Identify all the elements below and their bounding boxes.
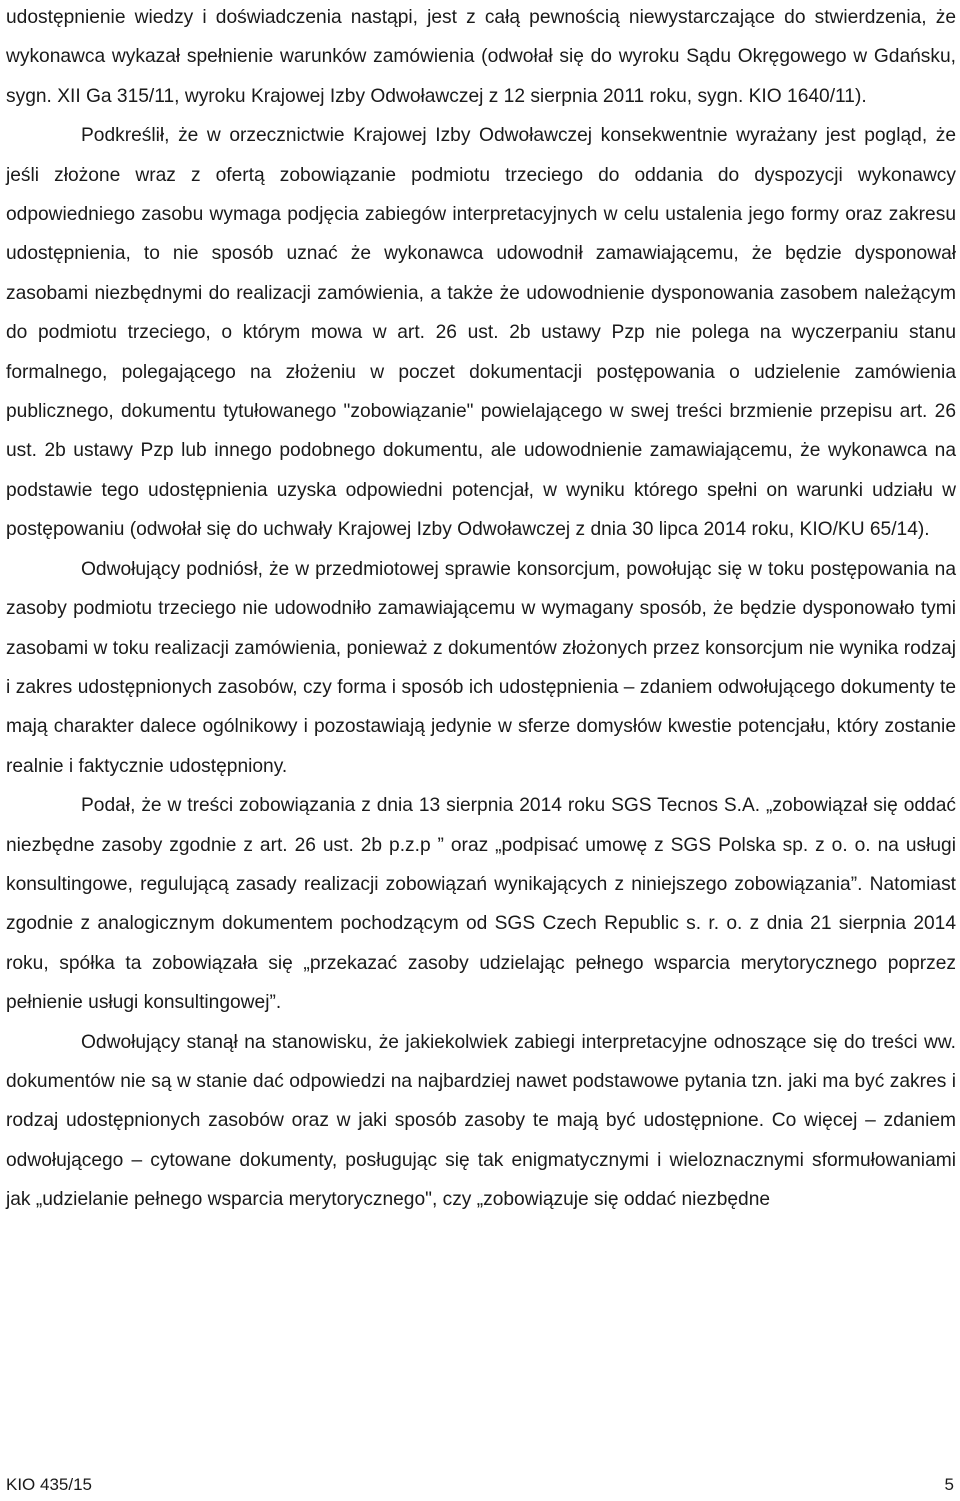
paragraph-position: Odwołujący stanął na stanowisku, że jakiekolwiek zabiegi interpretacyjne odnoszące się do treści ww. dokumentów nie są w stanie dać odpowiedzi na najbardziej nawet podstawowe pytania tzn. jaki ma być zakres i rodzaj udostępnionych zasobów oraz w jaki sposób zasoby te mają być udostępnione. Co więcej – zdaniem odwołującego – cytowane dokumenty, posługując się tak enigmatycznymi i wieloznacznymi sformułowaniami jak „udzielanie pełnego wsparcia merytorycznego", czy „zobowiązuje się oddać niezbędne <box>6 1031 956 1211</box>
paragraph-consortium: Odwołujący podniósł, że w przedmiotowej sprawie konsorcjum, powołując się w toku postępowania na zasoby podmiotu trzeciego nie udowodniło zamawiającemu w wymagany sposób, że będzie dysponowało tymi zasobami w toku realizacji zamówienia, ponieważ z dokumentów złożonych przez konsorcjum nie wynika rodzaj i zakres udostępnionych zasobów, czy forma i sposób ich udostępnienia – zdaniem odwołującego dokumenty te mają charakter dalece ogólnikowy i pozostawiają jedynie w sferze domysłów kwestie potencjału, który zostanie realnie i faktycznie udostępniony. <box>6 558 956 777</box>
page-footer <box>6 1474 954 1496</box>
paragraph-obligation: Podał, że w treści zobowiązania z dnia 13 sierpnia 2014 roku SGS Tecnos S.A. „zobowiązał się oddać niezbędne zasoby zgodnie z art. 26 ust. 2b p.z.p ” oraz „podpisać umowę z SGS Polska sp. z o. o. na usługi konsultingowe, regulującą zasady realizacji zobowiązań wynikających z niniejszego zobowiązania”. Natomiast zgodnie z analogicznym dokumentem pochodzącym od SGS Czech Republic s. r. o. z dnia 21 sierpnia 2014 roku, spółka ta zobowiązała się „przekazać zasoby udzielając pełnego wsparcia merytorycznego poprzez pełnienie usługi konsultingowej”. <box>6 795 956 1014</box>
paragraph-continued: udostępnienie wiedzy i doświadczenia nastąpi, jest z całą pewnością niewystarczające do stwierdzenia, że wykonawca wykazał spełnienie warunków zamówienia (odwołał się do wyroku Sądu Okręgowego w Gdańsku, sygn. XII Ga 315/11, wyroku Krajowej Izby Odwoławczej z 12 sierpnia 2011 roku, sygn. KIO 1640/11). <box>6 7 956 107</box>
case-number: KIO 435/15 <box>6 1475 93 1494</box>
page-number: 5 <box>944 1475 954 1494</box>
document-page <box>6 0 956 1220</box>
paragraph-jurisprudence: Podkreślił, że w orzecznictwie Krajowej Izby Odwoławczej konsekwentnie wyrażany jest pogląd, że jeśli złożone wraz z ofertą zobowiązanie podmiotu trzeciego do oddania do dyspozycji wykonawcy odpowiedniego zasobu wymaga podjęcia zabiegów interpretacyjnych w celu ustalenia jego formy oraz zakresu udostępnienia, to nie sposób uznać że wykonawca udowodnił zamawiającemu, że będzie dysponował zasobami niezbędnymi do realizacji zamówienia, a także że udowodnienie dysponowania zasobem należącym do podmiotu trzeciego, o którym mowa w art. 26 ust. 2b ustawy Pzp nie polega na wyczerpaniu stanu formalnego, polegającego na złożeniu w poczet dokumentacji postępowania o udzielenie zamówienia publicznego, dokumentu tytułowanego "zobowiązanie" powielającego w swej treści brzmienie przepisu art. 26 ust. 2b ustawy Pzp lub innego podobnego dokumentu, ale udowodnienie zamawiającemu, że wykonawca na podstawie tego udostępnienia uzyska odpowiedni potencjał, w wyniku którego spełni on warunki udziału w postępowaniu (odwołał się do uchwały Krajowej Izby Odwoławczej z dnia 30 lipca 2014 roku, KIO/KU 65/14). <box>6 125 956 541</box>
